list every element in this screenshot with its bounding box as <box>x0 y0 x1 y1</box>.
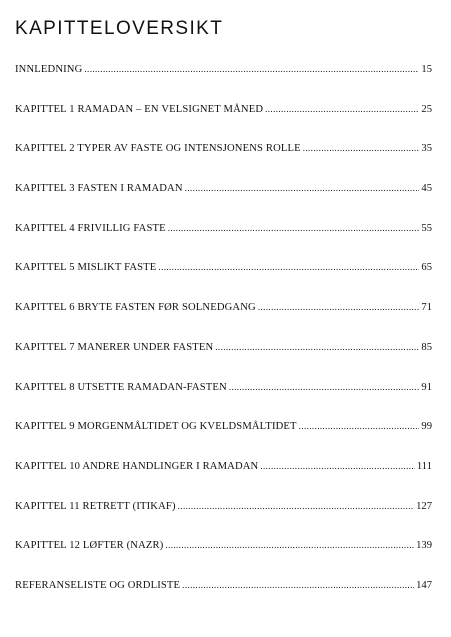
toc-entry-title: KAPITTEL 9 MORGENMÅLTIDET OG KVELDSMÅLTIDET <box>15 421 297 433</box>
toc-entry-references[interactable] <box>15 578 432 618</box>
dot-leader <box>158 260 419 274</box>
toc-entry-title: KAPITTEL 11 RETRETT (ITIKAF) <box>15 500 176 512</box>
toc-entry-chapter-11[interactable] <box>15 499 432 539</box>
dot-leader <box>303 141 420 155</box>
toc-entry-page-number: 25 <box>421 103 432 115</box>
toc-entry-chapter-8[interactable] <box>15 380 432 420</box>
toc-entry-introduction[interactable] <box>15 62 432 102</box>
toc-entry-chapter-12[interactable] <box>15 538 432 578</box>
toc-entry-title: KAPITTEL 7 MANERER UNDER FASTEN <box>15 341 214 353</box>
toc-entry-page-number: 85 <box>421 341 432 353</box>
dot-leader <box>258 300 420 314</box>
toc-entry-page-number: 15 <box>421 64 432 75</box>
toc-entry-chapter-1[interactable] <box>15 102 432 142</box>
toc-entry-title: REFERANSELISTE OG ORDLISTE <box>15 579 181 591</box>
table-of-contents <box>15 62 432 618</box>
toc-entry-title: KAPITTEL 1 RAMADAN – EN VELSIGNET MÅNED <box>15 103 264 115</box>
toc-entry-title: KAPITTEL 12 LØFTER (NAZR) <box>15 540 164 552</box>
toc-entry-title: KAPITTEL 10 ANDRE HANDLINGER I RAMADAN <box>15 460 259 472</box>
dot-leader <box>182 578 414 592</box>
dot-leader <box>299 419 420 433</box>
toc-entry-page-number: 99 <box>421 421 432 433</box>
dot-leader <box>260 459 415 473</box>
dot-leader <box>265 102 419 116</box>
dot-leader <box>165 538 414 552</box>
dot-leader <box>84 62 419 76</box>
toc-entry-chapter-7[interactable] <box>15 340 432 380</box>
page-title: KAPITTELOVERSIKT <box>15 18 224 39</box>
toc-entry-chapter-6[interactable] <box>15 300 432 340</box>
toc-entry-page-number: 139 <box>416 540 432 552</box>
toc-entry-title: KAPITTEL 8 UTSETTE RAMADAN-FASTEN <box>15 381 227 393</box>
toc-entry-title: KAPITTEL 5 MISLIKT FASTE <box>15 262 157 274</box>
toc-entry-page-number: 71 <box>421 302 432 314</box>
toc-entry-page-number: 55 <box>421 222 432 234</box>
toc-entry-page-number: 35 <box>421 143 432 155</box>
toc-entry-chapter-3[interactable] <box>15 181 432 221</box>
toc-entry-chapter-10[interactable] <box>15 459 432 499</box>
toc-entry-title: KAPITTEL 3 FASTEN I RAMADAN <box>15 183 183 195</box>
toc-entry-title: KAPITTEL 6 BRYTE FASTEN FØR SOLNEDGANG <box>15 302 256 314</box>
toc-entry-page-number: 111 <box>416 460 432 472</box>
dot-leader <box>168 221 420 235</box>
dot-leader <box>215 340 419 354</box>
toc-entry-chapter-9[interactable] <box>15 419 432 459</box>
toc-entry-chapter-5[interactable] <box>15 260 432 300</box>
toc-entry-title: KAPITTEL 4 FRIVILLIG FASTE <box>15 222 166 234</box>
dot-leader <box>178 499 414 513</box>
toc-entry-title: INNLEDNING <box>15 64 83 75</box>
toc-entry-page-number: 127 <box>416 500 432 512</box>
toc-entry-page-number: 147 <box>416 579 432 591</box>
toc-entry-chapter-4[interactable] <box>15 221 432 261</box>
dot-leader <box>185 181 420 195</box>
toc-entry-chapter-2[interactable] <box>15 141 432 181</box>
toc-entry-page-number: 65 <box>421 262 432 274</box>
toc-entry-page-number: 45 <box>421 183 432 195</box>
toc-entry-title: KAPITTEL 2 TYPER AV FASTE OG INTENSJONENS ROLLE <box>15 143 301 155</box>
dot-leader <box>229 380 420 394</box>
toc-entry-page-number: 91 <box>421 381 432 393</box>
